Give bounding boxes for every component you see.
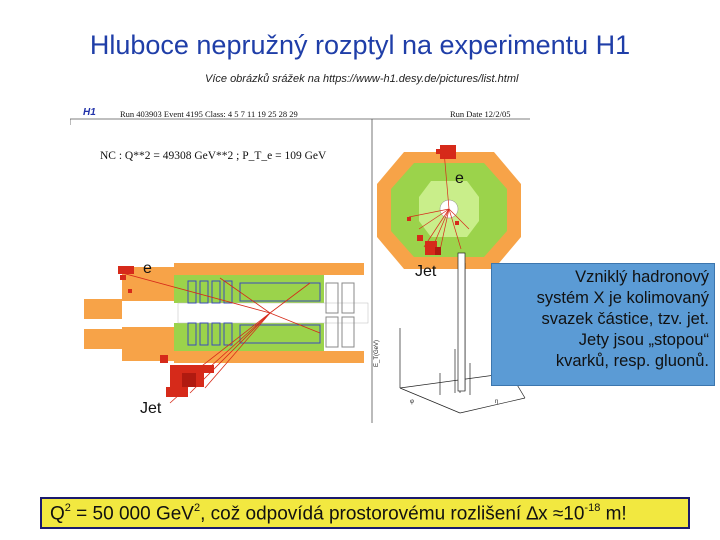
infobox-line: kvarků, resp. gluonů.	[555, 352, 709, 370]
page-title: Hluboce nepružný rozptyl na experimentu H1	[89, 30, 631, 60]
label-jet-radial: Jet	[415, 263, 437, 280]
infobox-line: Vzniklý hadronový	[575, 268, 709, 286]
lego-eta-label: η	[495, 399, 499, 405]
resolution-text	[50, 503, 627, 525]
radial-view	[377, 145, 521, 269]
infobox-line: systém X je kolimovaný	[536, 289, 709, 307]
label-jet-side: Jet	[140, 400, 162, 417]
run-header: Run 403903 Event 4195 Class: 4 5 7 11 19 25 28 29	[120, 109, 298, 119]
resolution-banner	[40, 497, 690, 529]
run-date: Run Date 12/2/05	[450, 109, 511, 119]
jet-explanation-box	[491, 263, 715, 386]
banner-middle: , což odpovídá prostorovému rozlišení	[200, 503, 527, 525]
lego-axis-label: E_T(GeV)	[374, 339, 380, 367]
side-view	[84, 263, 368, 403]
banner-sup-exp: -18	[584, 502, 601, 514]
label-e-radial: e	[455, 170, 464, 187]
subtitle-link-note[interactable]: Více obrázků srážek na https://www-h1.desy.de/pictures/list.html	[205, 73, 519, 85]
nc-kinematics: NC : Q**2 = 49308 GeV**2 ; P_T_e = 109 GeV	[100, 150, 327, 162]
banner-sup-q: 2	[64, 502, 71, 514]
infobox-line: Jety jsou „stopou“	[578, 331, 709, 349]
banner-value: = 50 000 GeV	[70, 503, 194, 525]
event-display	[70, 103, 530, 423]
lego-tower-e	[458, 253, 465, 391]
banner-delta: ∆x ≈10	[526, 503, 585, 525]
h1-logo: H1	[83, 107, 96, 118]
banner-sup-gev: 2	[193, 502, 201, 514]
lego-phi-label: φ	[410, 399, 414, 405]
banner-q: Q	[50, 503, 65, 525]
infobox-line: svazek částice, tzv. jet.	[541, 310, 709, 328]
banner-end: m!	[600, 503, 627, 525]
label-e-side: e	[143, 260, 152, 277]
